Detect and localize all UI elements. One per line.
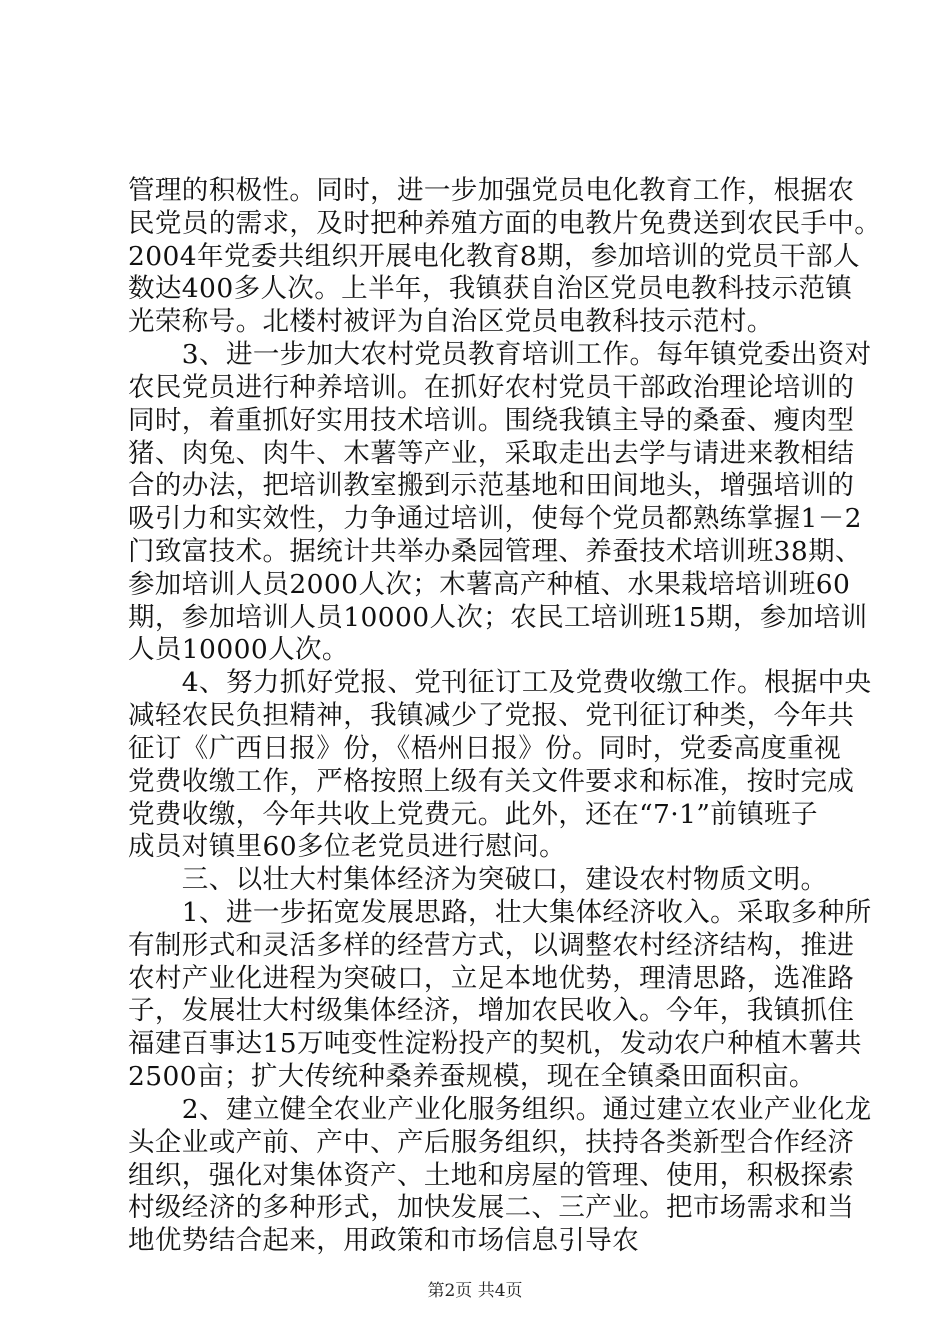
text-line: 期，参加培训人员10000人次；农民工培训班15期，参加培训 xyxy=(128,601,868,633)
text-line: 组织，强化对集体资产、土地和房屋的管理、使用，积极探索 xyxy=(128,1159,855,1191)
text-line: 合的办法，把培训教室搬到示范基地和田间地头，增强培训的 xyxy=(128,470,855,502)
text-line: 党费收缴，今年共收上党费元。此外，还在“7·1”前镇班子 xyxy=(128,798,818,830)
paragraph-start: 4、努力抓好党报、党刊征订工及党费收缴工作。根据中央 xyxy=(128,667,872,699)
text-line: 数达400多人次。上半年，我镇获自治区党员电教科技示范镇 xyxy=(128,273,853,305)
text-line: 同时，着重抓好实用技术培训。围绕我镇主导的桑蚕、瘦肉型 xyxy=(128,404,855,436)
page-number-footer: 第2页 共4页 xyxy=(427,1281,523,1301)
text-line: 地优势结合起来，用政策和市场信息引导农 xyxy=(128,1225,640,1257)
text-line: 农民党员进行种养培训。在抓好农村党员干部政治理论培训的 xyxy=(128,371,855,403)
text-line: 党费收缴工作，严格按照上级有关文件要求和标准，按时完成 xyxy=(128,765,855,797)
paragraph-start: 2、建立健全农业产业化服务组织。通过建立农业产业化龙 xyxy=(128,1093,872,1125)
text-line: 征订《广西日报》份，《梧州日报》份。同时，党委高度重视 xyxy=(128,732,842,764)
text-line: 减轻农民负担精神，我镇减少了党报、党刊征订种类，今年共 xyxy=(128,700,855,732)
text-line: 农村产业化进程为突破口，立足本地优势，理清思路，选准路 xyxy=(128,962,855,994)
section-heading: 三、以壮大村集体经济为突破口，建设农村物质文明。 xyxy=(128,864,828,896)
text-line: 成员对镇里60多位老党员进行慰问。 xyxy=(128,831,567,863)
paragraph-start: 1、进一步拓宽发展思路，壮大集体经济收入。采取多种所 xyxy=(128,897,872,928)
text-line: 福建百事达15万吨变性淀粉投产的契机，发动农户种植木薯共 xyxy=(128,1028,862,1060)
text-line: 2500亩；扩大传统种桑养蚕规模，现在全镇桑田面积亩。 xyxy=(128,1061,816,1093)
text-line: 子，发展壮大村级集体经济，增加农民收入。今年，我镇抓住 xyxy=(128,995,855,1027)
paragraph-start: 3、进一步加大农村党员教育培训工作。每年镇党委出资对 xyxy=(128,339,872,371)
text-line: 猪、肉兔、肉牛、木薯等产业，采取走出去学与请进来教相结 xyxy=(128,437,855,469)
text-line: 管理的积极性。同时，进一步加强党员电化教育工作，根据农 xyxy=(128,175,855,206)
text-line: 参加培训人员2000人次；木薯高产种植、水果栽培培训班60 xyxy=(128,568,851,600)
text-line: 人员10000人次。 xyxy=(128,634,349,666)
text-line: 门致富技术。据统计共举办桑园管理、养蚕技术培训班38期、 xyxy=(128,536,862,567)
text-line: 2004年党委共组织开展电化教育8期，参加培训的党员干部人 xyxy=(128,240,860,272)
text-line: 光荣称号。北楼村被评为自治区党员电教科技示范村。 xyxy=(128,306,774,338)
text-line: 头企业或产前、产中、产后服务组织，扶持各类新型合作经济 xyxy=(128,1126,855,1158)
text-line: 有制形式和灵活多样的经营方式，以调整农村经济结构，推进 xyxy=(128,929,855,961)
text-line: 吸引力和实效性，力争通过培训，使每个党员都熟练掌握1－2 xyxy=(128,503,862,535)
text-line: 民党员的需求，及时把种养殖方面的电教片免费送到农民手中。 xyxy=(128,207,882,239)
text-line: 村级经济的多种形式，加快发展二、三产业。把市场需求和当 xyxy=(128,1192,855,1224)
